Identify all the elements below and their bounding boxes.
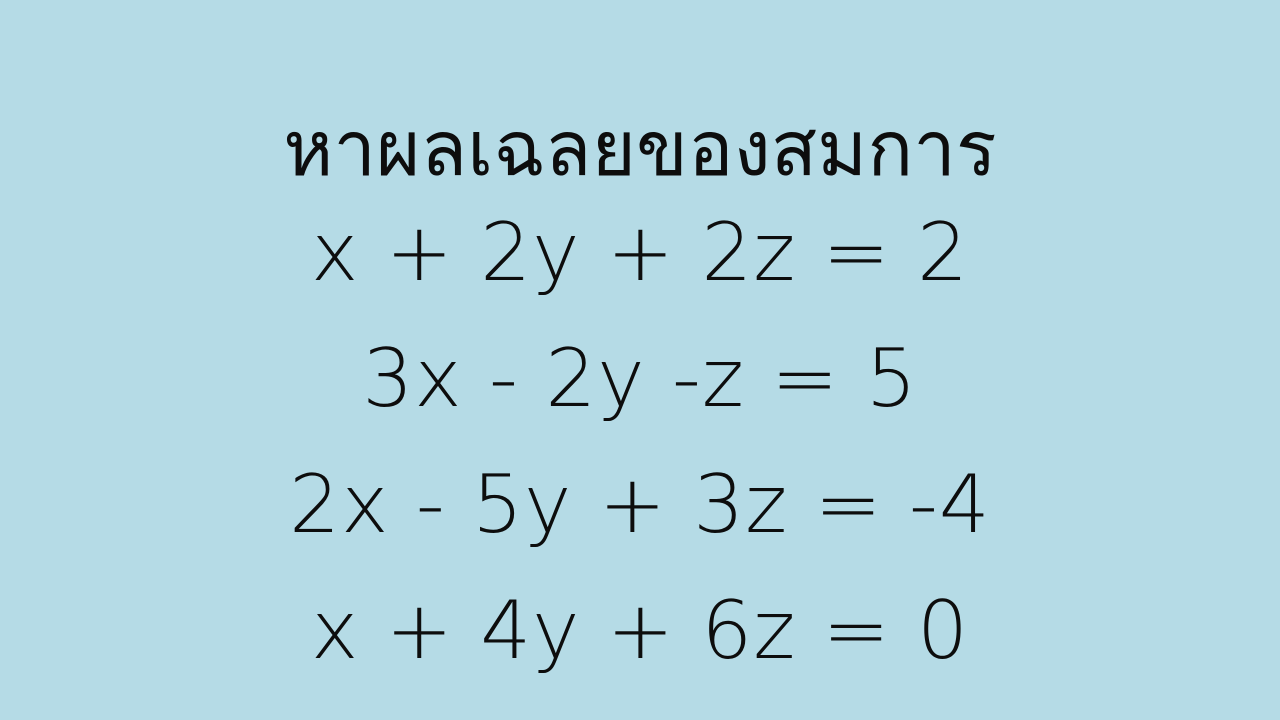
equation-2: 3x - 2y -z = 5	[362, 332, 918, 425]
equation-4: x + 4y + 6z = 0	[310, 584, 970, 677]
equation-1: x + 2y + 2z = 2	[310, 206, 970, 299]
equation-3: 2x - 5y + 3z = -4	[289, 458, 991, 551]
slide-title: หาผลเฉลยของสมการ	[283, 103, 997, 193]
equation-list	[0, 190, 1280, 694]
